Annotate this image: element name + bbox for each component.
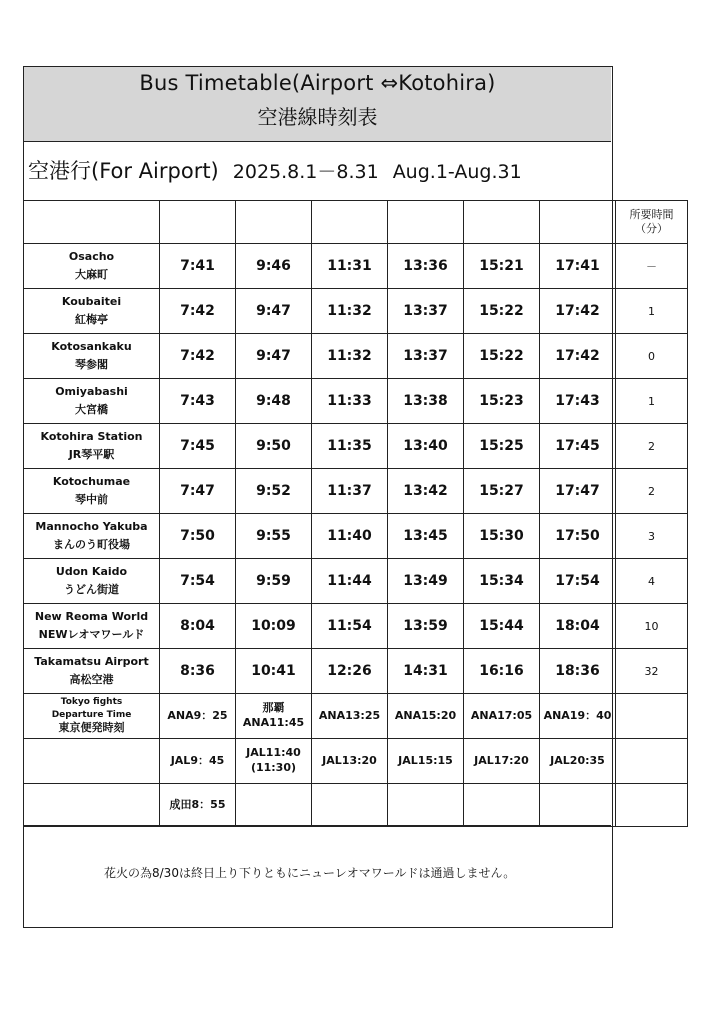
table-row — [24, 469, 688, 514]
departure-time: 17:42 — [540, 289, 616, 334]
flight-line: 那覇 — [262, 701, 285, 715]
departure-time: 13:42 — [388, 469, 464, 514]
departure-time: 7:43 — [160, 379, 236, 424]
empty-cell — [464, 784, 540, 827]
flight-cell — [236, 739, 312, 784]
fireworks-note: 花火の為8/30は終日上り下りともにニューレオマワールドは通過しません。 — [104, 866, 516, 880]
duration-cell: － — [616, 244, 688, 289]
duration-header-line: 所要時間 — [629, 207, 674, 221]
header-cell — [464, 201, 540, 244]
table-row — [24, 334, 688, 379]
flight-line: JAL11:40 — [246, 746, 301, 760]
header-cell — [24, 201, 160, 244]
empty-cell — [236, 784, 312, 827]
duration-header-line: （分） — [635, 222, 668, 235]
duration-cell: 3 — [616, 514, 688, 559]
tokyo-jal-row — [24, 739, 688, 784]
tokyo-label-en: Departure Time — [51, 709, 132, 720]
empty-cell — [24, 784, 160, 827]
stop-name-ja: 大宮橋 — [75, 403, 108, 416]
stop-name-cell — [24, 604, 160, 649]
stop-name-en: Koubaitei — [61, 295, 122, 309]
stop-name-cell — [24, 559, 160, 604]
departure-time: 9:52 — [236, 469, 312, 514]
departure-time: 9:47 — [236, 334, 312, 379]
tokyo-ana-row — [24, 694, 688, 739]
tokyo-label-en: Tokyo fights — [60, 697, 123, 708]
empty-cell — [24, 739, 160, 784]
duration-cell: 1 — [616, 379, 688, 424]
title-banner — [24, 67, 611, 142]
departure-time: 7:41 — [160, 244, 236, 289]
header-cell — [540, 201, 616, 244]
departure-time: 17:47 — [540, 469, 616, 514]
departure-time: 9:48 — [236, 379, 312, 424]
departure-time: 15:21 — [464, 244, 540, 289]
duration-cell: 10 — [616, 604, 688, 649]
period-numeric: 2025.8.1－8.31 — [232, 161, 379, 183]
duration-header — [616, 201, 688, 244]
departure-time: 17:42 — [540, 334, 616, 379]
departure-time: 15:23 — [464, 379, 540, 424]
departure-time: 14:31 — [388, 649, 464, 694]
header-row — [24, 201, 688, 244]
stop-name-ja: 琴中前 — [75, 493, 108, 506]
departure-time: 16:16 — [464, 649, 540, 694]
departure-time: 11:31 — [312, 244, 388, 289]
duration-cell: 2 — [616, 469, 688, 514]
table-row — [24, 649, 688, 694]
stop-name-en: Takamatsu Airport — [34, 655, 149, 669]
flight-cell: ANA9：25 — [160, 694, 236, 739]
departure-time: 11:37 — [312, 469, 388, 514]
stop-name-ja: 琴参閣 — [75, 358, 108, 371]
stop-name-ja: JR琴平駅 — [68, 448, 115, 461]
direction-label: 空港行(For Airport) — [28, 159, 219, 183]
departure-time: 10:41 — [236, 649, 312, 694]
flight-line: (11:30) — [250, 761, 297, 774]
stop-name-en: Osacho — [68, 250, 115, 264]
departure-time: 9:55 — [236, 514, 312, 559]
narita-row — [24, 784, 688, 827]
duration-cell: 0 — [616, 334, 688, 379]
departure-time: 11:40 — [312, 514, 388, 559]
departure-time: 7:45 — [160, 424, 236, 469]
departure-time: 17:43 — [540, 379, 616, 424]
timetable-table — [23, 200, 688, 827]
departure-time: 15:27 — [464, 469, 540, 514]
header-cell — [160, 201, 236, 244]
header-cell — [236, 201, 312, 244]
departure-time: 13:38 — [388, 379, 464, 424]
departure-time: 17:45 — [540, 424, 616, 469]
table-row — [24, 379, 688, 424]
stop-name-cell — [24, 649, 160, 694]
empty-cell — [388, 784, 464, 827]
duration-cell: 2 — [616, 424, 688, 469]
flight-cell: ANA19：40 — [540, 694, 616, 739]
departure-time: 17:54 — [540, 559, 616, 604]
departure-time: 9:59 — [236, 559, 312, 604]
stop-name-ja: NEWレオマワールド — [38, 628, 145, 641]
stop-name-cell — [24, 244, 160, 289]
flight-cell: ANA15:20 — [388, 694, 464, 739]
departure-time: 11:35 — [312, 424, 388, 469]
stop-name-en: Kotosankaku — [51, 340, 132, 354]
note-area — [24, 825, 611, 928]
empty-cell — [312, 784, 388, 827]
stop-name-ja: 大麻町 — [75, 268, 108, 281]
departure-time: 11:32 — [312, 334, 388, 379]
departure-time: 7:42 — [160, 289, 236, 334]
flight-cell — [236, 694, 312, 739]
flight-cell: JAL17:20 — [464, 739, 540, 784]
departure-time: 7:50 — [160, 514, 236, 559]
empty-cell — [616, 694, 688, 739]
stop-name-en: Mannocho Yakuba — [35, 520, 148, 534]
departure-time: 13:36 — [388, 244, 464, 289]
departure-time: 17:50 — [540, 514, 616, 559]
departure-time: 8:04 — [160, 604, 236, 649]
title-japanese: 空港線時刻表 — [257, 105, 378, 129]
departure-time: 15:22 — [464, 334, 540, 379]
departure-time: 11:33 — [312, 379, 388, 424]
header-cell — [388, 201, 464, 244]
flight-cell: JAL9：45 — [160, 739, 236, 784]
empty-cell — [616, 784, 688, 827]
departure-time: 8:36 — [160, 649, 236, 694]
departure-time: 13:40 — [388, 424, 464, 469]
stop-name-ja: まんのう町役場 — [53, 538, 130, 551]
departure-time: 12:26 — [312, 649, 388, 694]
flight-cell: ANA17:05 — [464, 694, 540, 739]
stop-name-en: Kotohira Station — [40, 430, 143, 444]
flight-cell: ANA13:25 — [312, 694, 388, 739]
departure-time: 11:32 — [312, 289, 388, 334]
flight-cell: JAL15:15 — [388, 739, 464, 784]
stop-name-ja: 紅梅亭 — [75, 313, 108, 326]
departure-time: 15:25 — [464, 424, 540, 469]
stop-name-cell — [24, 379, 160, 424]
flight-cell: 成田8：55 — [160, 784, 236, 827]
departure-time: 11:44 — [312, 559, 388, 604]
duration-cell: 32 — [616, 649, 688, 694]
stop-name-cell — [24, 289, 160, 334]
table-row — [24, 604, 688, 649]
header-cell — [312, 201, 388, 244]
departure-time: 9:50 — [236, 424, 312, 469]
stop-name-cell — [24, 424, 160, 469]
stop-name-cell — [24, 469, 160, 514]
table-row — [24, 559, 688, 604]
departure-time: 13:45 — [388, 514, 464, 559]
departure-time: 10:09 — [236, 604, 312, 649]
departure-time: 15:22 — [464, 289, 540, 334]
departure-time: 15:30 — [464, 514, 540, 559]
stop-name-en: Omiyabashi — [55, 385, 128, 399]
tokyo-label-ja: 東京便発時刻 — [58, 720, 125, 734]
flight-cell: JAL20:35 — [540, 739, 616, 784]
period-english: Aug.1-Aug.31 — [392, 161, 522, 183]
empty-cell — [540, 784, 616, 827]
departure-time: 17:41 — [540, 244, 616, 289]
departure-time: 9:47 — [236, 289, 312, 334]
departure-time: 15:44 — [464, 604, 540, 649]
stop-name-en: Udon Kaido — [55, 565, 128, 579]
stop-name-ja: うどん街道 — [64, 583, 119, 596]
duration-cell: 4 — [616, 559, 688, 604]
subtitle — [28, 155, 522, 185]
departure-time: 13:59 — [388, 604, 464, 649]
departure-time: 13:37 — [388, 289, 464, 334]
empty-cell — [616, 739, 688, 784]
departure-time: 15:34 — [464, 559, 540, 604]
departure-time: 18:36 — [540, 649, 616, 694]
table-row — [24, 514, 688, 559]
table-row — [24, 424, 688, 469]
departure-time: 7:54 — [160, 559, 236, 604]
departure-time: 13:37 — [388, 334, 464, 379]
flight-cell: JAL13:20 — [312, 739, 388, 784]
duration-cell: 1 — [616, 289, 688, 334]
title-english: Bus Timetable(Airport ⇔Kotohira) — [139, 71, 496, 95]
table-row — [24, 244, 688, 289]
table-row — [24, 289, 688, 334]
departure-time: 11:54 — [312, 604, 388, 649]
flight-line: ANA11:45 — [242, 716, 305, 729]
stop-name-cell — [24, 334, 160, 379]
departure-time: 7:42 — [160, 334, 236, 379]
stop-name-ja: 高松空港 — [69, 673, 114, 686]
stop-name-en: Kotochumae — [52, 475, 131, 489]
departure-time: 13:49 — [388, 559, 464, 604]
departure-time: 18:04 — [540, 604, 616, 649]
stop-name-en: New Reoma World — [34, 610, 149, 624]
stop-name-cell — [24, 514, 160, 559]
tokyo-flights-label — [24, 694, 160, 739]
departure-time: 9:46 — [236, 244, 312, 289]
departure-time: 7:47 — [160, 469, 236, 514]
